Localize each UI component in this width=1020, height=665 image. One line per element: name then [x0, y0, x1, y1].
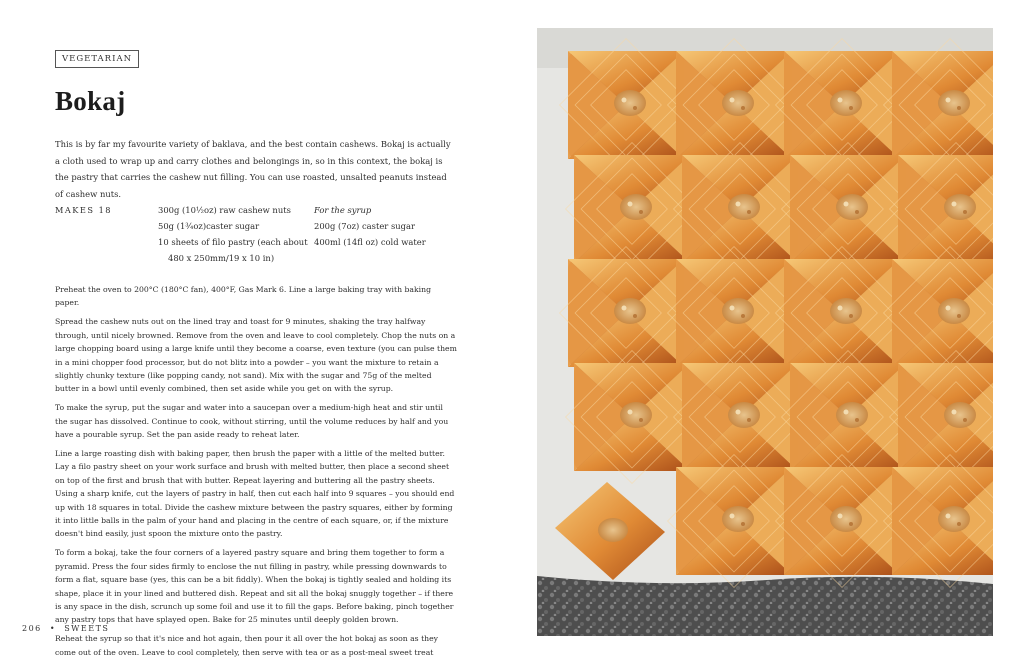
bokaj-pastry [668, 455, 801, 588]
ingredient-item: 50g (1¾oz)caster sugar [158, 221, 260, 231]
bokaj-pastry [776, 247, 909, 380]
bokaj-pastry [560, 247, 693, 380]
bokaj-pastry [776, 455, 909, 588]
yield-label: MAKES 18 [55, 205, 113, 215]
ingredient-list [158, 202, 308, 266]
bokaj-pastry [884, 455, 993, 588]
ingredient-item: 10 sheets of filo pastry (each about [158, 237, 308, 247]
method-step: Line a large roasting dish with baking paper, then brush the paper with a little of the melted butter. Lay a filo pastry sheet on your work surface and brush with melted butter, then place a second sheet on top of the first and brush that with butter. Repeat layering and buttering all the pastry sheets. Using a sharp knife, cut the layers of pastry in half, then cut each half into 9 squares – you should end up with 18 squares in total. Divide the cashew mixture between the pastry squares, either by forming it into little balls in the palm of your hand and placing in the centre of each square, or, if the mixture doesn't bind easily, just spoon the mixture onto the pastry. [55, 448, 455, 539]
ingredient-item: 200g (7oz) caster sugar [314, 221, 416, 231]
section-name: SWEETS [64, 624, 110, 633]
bokaj-pastry [668, 247, 801, 380]
bokaj-pastry [674, 143, 807, 276]
method-step: To make the syrup, put the sugar and water into a saucepan over a medium-high heat and stir until the sugar has dissolved. Continue to cook, without stirring, until the volume reduces by half and you have a pourable syrup. Set the pan aside ready to reheat later. [55, 403, 449, 440]
page-footer [22, 624, 109, 633]
ingredient-item: 400ml (14fl oz) cold water [314, 237, 426, 247]
bokaj-pastry [566, 143, 699, 276]
method-step: Preheat the oven to 200°C (180°C fan), 400°F, Gas Mark 6. Line a large baking tray with baking paper. [55, 285, 431, 308]
method-steps [55, 283, 457, 665]
page-number: 206 [22, 624, 42, 633]
ingredient-item: 300g (10½oz) raw cashew nuts [158, 205, 291, 215]
bokaj-pastry [560, 39, 693, 172]
bokaj-pastry [776, 39, 909, 172]
method-step: Reheat the syrup so that it's nice and hot again, then pour it all over the hot bokaj as soon as they come out of the oven. Leave to cool completely, then serve with tea or as a post-meal sweet treat [55, 634, 439, 657]
intro-text: This is by far my favourite variety of baklava, and the best contain cashews. Bokaj is actually a cloth used to wrap up and carry clothes and belongings in, so in this context, the bokaj is the pastry that carries the cashew nut filling. You can use roasted, unsalted peanuts instead of cashew nuts. [55, 139, 451, 199]
syrup-heading: For the syrup [314, 205, 372, 215]
ingredient-item: 480 x 250mm/19 x 10 in) [168, 253, 275, 263]
recipe-title: Bokaj [55, 86, 126, 116]
bokaj-pastry [884, 247, 993, 380]
method-step: To form a bokaj, take the four corners of a layered pastry square and bring them together to form a pyramid. Press the four sides firmly to enclose the nut filling in pastry, while pressing downwards to form a flat, square base (yes, this can be a bit fiddly). When the bokaj is tightly sealed and holding its shape, place it in your lined and buttered dish. Repeat and sit all the bokaj snuggly together – if there is any space in the dish, scrunch up some foil and use it to fill the gaps. Before baking, pinch together any pastry tops that have splayed open. Bake for 25 minutes until deeply golden brown. [55, 548, 454, 625]
bokaj-pastry [566, 351, 699, 484]
bokaj-pastry [884, 39, 993, 172]
bokaj-pastry [668, 39, 801, 172]
bokaj-pastry [782, 143, 915, 276]
baklava-tray-illustration [537, 28, 993, 636]
bokaj-pastry [674, 351, 807, 484]
method-step: Spread the cashew nuts out on the lined tray and toast for 9 minutes, shaking the tray halfway through, until nicely browned. Remove from the oven and leave to cool completely. Chop the nuts on a large chopping board using a large knife until they become a coarse, even texture (you can pulse them in a mini chopper food processor, but do not blitz into a powder – you want the mixture to retain a slightly chunky texture (like popping candy, not sand). Mix with the sugar and 75g of the melted butter in a bowl until evenly combined, then set aside while you get on with the syrup. [55, 317, 457, 394]
recipe-intro [55, 136, 455, 202]
bokaj-pastry [782, 351, 915, 484]
category-tag: VEGETARIAN [55, 50, 139, 68]
syrup-ingredient-list [314, 202, 464, 250]
bullet-separator: • [45, 624, 61, 633]
bokaj-photo [537, 28, 993, 636]
